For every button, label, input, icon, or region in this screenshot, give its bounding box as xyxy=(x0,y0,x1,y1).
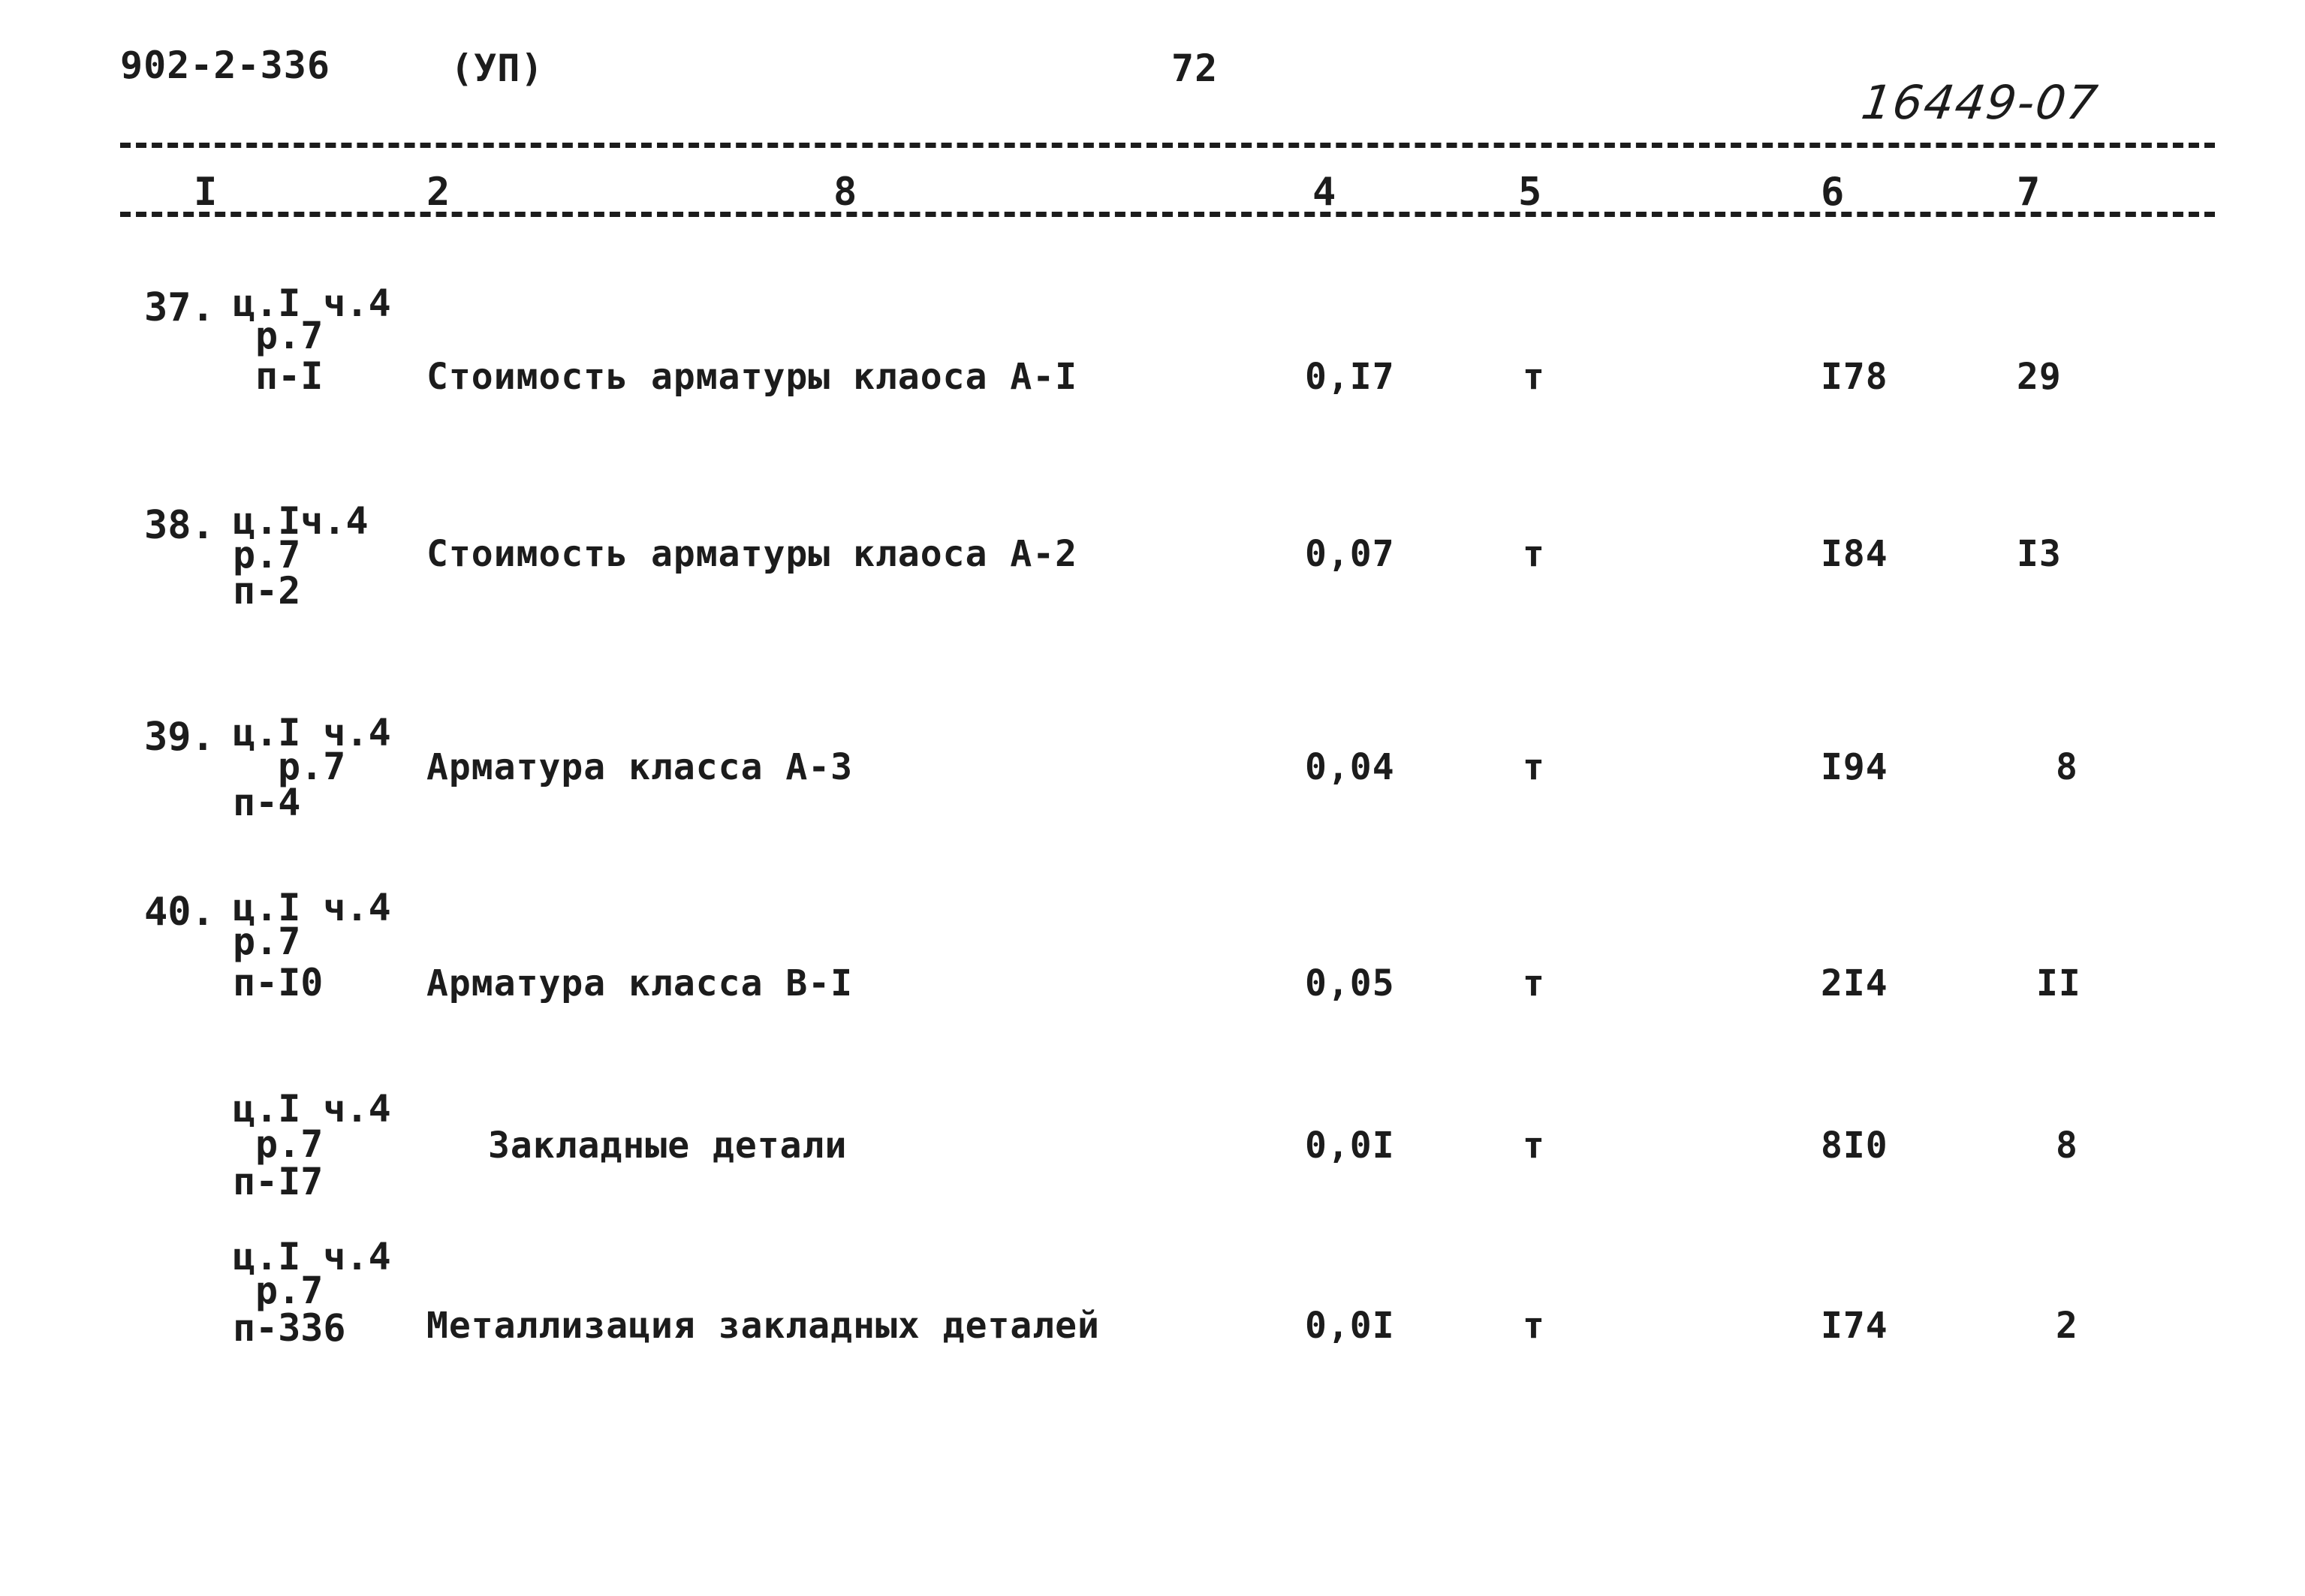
unit: т xyxy=(1523,1125,1545,1167)
total: II xyxy=(2036,962,2081,1004)
unit: т xyxy=(1523,746,1545,788)
quantity: 0,04 xyxy=(1305,746,1395,788)
document-code: 902-2-336 xyxy=(120,44,330,87)
reference-line: р.7 xyxy=(278,745,346,788)
item-name: Стоимость арматуры клаоса А-2 xyxy=(426,533,1078,575)
handwritten-reference: 16449-07 xyxy=(1858,75,2102,130)
reference-line: ц.I ч.4 xyxy=(233,1235,391,1278)
reference-line: ц.Iч.4 xyxy=(233,499,369,543)
unit: т xyxy=(1523,1305,1545,1347)
total: 29 xyxy=(2017,356,2062,398)
column-number-5: 5 xyxy=(1518,170,1542,215)
column-number-3: 8 xyxy=(833,170,857,215)
item-name: Закладные детали xyxy=(488,1125,848,1167)
quantity: 0,07 xyxy=(1305,533,1395,575)
reference-line: р.7 xyxy=(255,314,324,357)
row-number: 37. xyxy=(144,285,215,330)
column-number-7: 7 xyxy=(2017,170,2041,215)
unit-price: 8I0 xyxy=(1821,1125,1888,1167)
quantity: 0,I7 xyxy=(1305,356,1395,398)
reference-line: п-I xyxy=(255,354,324,398)
reference-line: р.7 xyxy=(233,533,301,577)
total: 2 xyxy=(2056,1305,2078,1347)
unit-price: I74 xyxy=(1821,1305,1888,1347)
total: I3 xyxy=(2017,533,2062,575)
unit-price: I78 xyxy=(1821,356,1888,398)
reference-line: ц.I ч.4 xyxy=(233,886,391,929)
unit: т xyxy=(1523,962,1545,1004)
row-number: 40. xyxy=(144,890,215,935)
unit: т xyxy=(1523,356,1545,398)
column-number-2: 2 xyxy=(426,170,450,215)
quantity: 0,05 xyxy=(1305,962,1395,1004)
page-number: 72 xyxy=(1171,47,1219,90)
reference-line: р.7 xyxy=(255,1122,324,1166)
item-name: Стоимость арматуры клаоса А-I xyxy=(426,356,1078,398)
total: 8 xyxy=(2056,746,2078,788)
item-name: Арматура класса В-I xyxy=(426,962,854,1004)
column-number-1: I xyxy=(194,170,218,215)
reference-line: ц.I ч.4 xyxy=(233,282,391,325)
reference-line: ц.I ч.4 xyxy=(233,1087,391,1131)
reference-line: р.7 xyxy=(233,920,301,963)
column-number-4: 4 xyxy=(1312,170,1336,215)
quantity: 0,0I xyxy=(1305,1305,1395,1347)
item-name: Металлизация закладных деталей xyxy=(426,1305,1100,1347)
total: 8 xyxy=(2056,1125,2078,1167)
reference-line: п-4 xyxy=(233,781,301,824)
reference-line: п-I7 xyxy=(233,1160,324,1203)
section-marker: (УП) xyxy=(450,47,544,90)
reference-line: р.7 xyxy=(255,1269,324,1312)
unit-price: I84 xyxy=(1821,533,1888,575)
reference-line: п-336 xyxy=(233,1306,346,1350)
reference-line: ц.I ч.4 xyxy=(233,711,391,754)
unit-price: 2I4 xyxy=(1821,962,1888,1004)
unit: т xyxy=(1523,533,1545,575)
unit-price: I94 xyxy=(1821,746,1888,788)
item-name: Арматура класса А-3 xyxy=(426,746,854,788)
row-number: 38. xyxy=(144,503,215,548)
top-divider xyxy=(120,143,2215,148)
row-number: 39. xyxy=(144,715,215,760)
column-number-6: 6 xyxy=(1821,170,1845,215)
quantity: 0,0I xyxy=(1305,1125,1395,1167)
reference-line: п-2 xyxy=(233,569,301,613)
reference-line: п-I0 xyxy=(233,961,324,1004)
